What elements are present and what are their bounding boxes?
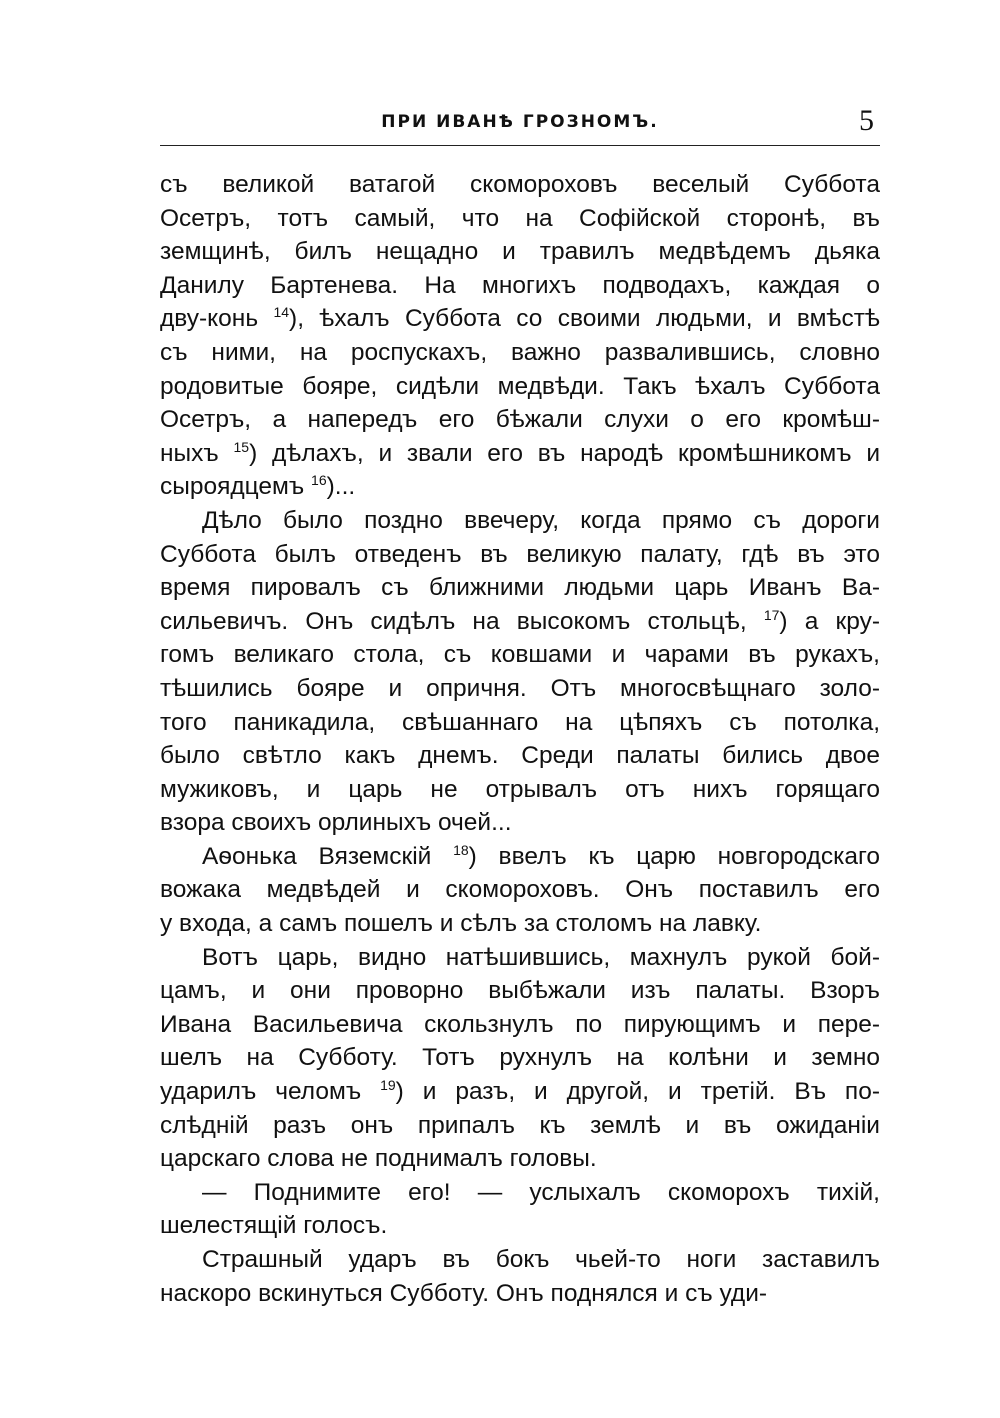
line-text: )...	[326, 473, 356, 501]
text-line	[160, 1209, 880, 1243]
line-text: тѣшились бояре и опричня. Отъ многосвѣщнаго золо-	[160, 674, 880, 702]
line-text: вожака медвѣдей и скомороховъ. Онъ поставилъ его	[160, 876, 880, 904]
line-text: Данилу Бартенева. На многихъ подводахъ, каждая о	[160, 271, 880, 299]
line-text: мужиковъ, и царь не отрывалъ отъ нихъ горящаго	[160, 775, 880, 803]
text-line	[160, 504, 880, 538]
line-text: ) дѣлахъ, и звали его въ народѣ кромѣшникомъ и	[249, 439, 881, 467]
text-line	[160, 269, 880, 303]
line-text: сыроядцемъ	[160, 473, 312, 501]
line-text: Дѣло было поздно ввечеру, когда прямо съ дороги	[202, 506, 880, 534]
line-text: Осетръ, тотъ самый, что на Софійской сторонѣ, въ	[160, 204, 880, 232]
header-rule	[160, 145, 880, 146]
line-text: ) и разъ, и другой, и третій. Въ по-	[395, 1078, 880, 1106]
line-text: Страшный ударъ въ бокъ чьей-то ноги заставилъ	[202, 1246, 880, 1273]
text-line	[160, 235, 880, 269]
running-title: ПРИ ИВАНѢ ГРОЗНОМЪ.	[381, 112, 659, 132]
line-text: — Поднимите его! — услыхалъ скоморохъ тихій,	[202, 1178, 880, 1206]
text-line	[160, 1176, 880, 1210]
line-text: сильевичъ. Онъ сидѣлъ на высокомъ стольцѣ,	[160, 607, 764, 635]
text-line	[160, 571, 880, 605]
text-line	[160, 1075, 880, 1109]
text-line	[160, 1109, 880, 1143]
paragraph	[160, 1176, 880, 1243]
footnote-ref: 18	[453, 841, 469, 858]
line-text: съ великой ватагой скомороховъ веселый Суббота	[160, 171, 880, 198]
line-text: Суббота былъ отведенъ въ великую палату, гдѣ въ это	[160, 540, 880, 568]
paragraph	[160, 1243, 880, 1310]
line-text: слѣдній разъ онъ припалъ къ землѣ и въ ожиданіи	[160, 1111, 880, 1139]
text-line	[160, 1041, 880, 1075]
line-text: Аѳонька Вяземскій	[202, 842, 454, 870]
line-text: взора своихъ орлиныхъ очей...	[160, 809, 512, 837]
line-text: того паникадила, свѣшаннаго на цѣпяхъ съ потолка,	[160, 708, 880, 736]
footnote-ref: 14	[273, 304, 290, 321]
footnote-ref: 16	[311, 472, 327, 489]
text-line	[160, 706, 880, 740]
line-text: съ ними, на роспускахъ, важно развалившись, словно	[160, 338, 880, 366]
line-text: Ивана Васильевича скользнулъ по пирующимъ и пере-	[160, 1010, 880, 1038]
text-line	[160, 437, 880, 471]
text-line	[160, 773, 880, 807]
line-text: ) ввелъ къ царю новгородскаго	[468, 842, 880, 870]
line-text: Вотъ царь, видно натѣшившись, махнулъ рукой бой-	[202, 943, 880, 971]
line-text: ), ѣхалъ Суббота со своими людьми, и вмѣстѣ	[289, 305, 880, 333]
text-line	[160, 739, 880, 773]
text-line	[160, 907, 880, 941]
text-line	[160, 370, 880, 404]
text-line	[160, 605, 880, 639]
text-line	[160, 873, 880, 907]
text-line	[160, 538, 880, 572]
line-text: ударилъ челомъ	[160, 1078, 381, 1106]
text-line	[160, 202, 880, 236]
line-text: Осетръ, а напередъ его бѣжали слухи о его кромѣш-	[160, 406, 880, 434]
footnote-ref: 17	[763, 606, 780, 623]
text-line	[160, 806, 880, 840]
line-text: у входа, а самъ пошелъ и сѣлъ за столомъ на лавку.	[160, 910, 762, 938]
footnote-ref: 19	[380, 1077, 396, 1094]
text-line	[160, 1142, 880, 1176]
text-line	[160, 638, 880, 672]
body-text	[160, 168, 880, 1310]
footnote-ref: 15	[233, 438, 250, 455]
line-text: земщинѣ, билъ нещадно и травилъ медвѣдемъ дьяка	[160, 238, 880, 266]
line-text: царскаго слова не поднималъ головы.	[160, 1145, 597, 1173]
paragraph	[160, 840, 880, 941]
line-text: наскоро вскинуться Субботу. Онъ поднялся и съ уди-	[160, 1279, 768, 1307]
paragraph	[160, 941, 880, 1176]
line-text: шелъ на Субботу. Тотъ рухнулъ на колѣни и земно	[160, 1044, 880, 1072]
text-line	[160, 941, 880, 975]
line-text: ныхъ	[160, 439, 234, 467]
text-line	[160, 1008, 880, 1042]
page-number: 5	[859, 104, 874, 137]
text-line	[160, 168, 880, 202]
line-text: шелестящій голосъ.	[160, 1212, 388, 1240]
text-line	[160, 470, 880, 504]
text-line	[160, 302, 880, 336]
text-line	[160, 672, 880, 706]
line-text: цамъ, и они проворно выбѣжали изъ палаты. Взоръ	[160, 977, 880, 1005]
text-line	[160, 1277, 880, 1311]
line-text: ) а кру-	[779, 607, 880, 635]
text-line	[160, 403, 880, 437]
text-line	[160, 1243, 880, 1277]
line-text: было свѣтло какъ днемъ. Среди палаты бились двое	[160, 742, 880, 770]
text-line	[160, 336, 880, 370]
text-line	[160, 974, 880, 1008]
line-text: родовитые бояре, сидѣли медвѣди. Такъ ѣхалъ Суббота	[160, 372, 880, 400]
paragraph	[160, 168, 880, 504]
line-text: время пировалъ съ ближними людьми царь Иванъ Ва-	[160, 574, 880, 602]
text-line	[160, 840, 880, 874]
running-head	[160, 104, 880, 144]
paragraph	[160, 504, 880, 840]
line-text: дву-конь	[160, 305, 274, 333]
line-text: гомъ великаго стола, съ ковшами и чарами въ рукахъ,	[160, 641, 880, 669]
